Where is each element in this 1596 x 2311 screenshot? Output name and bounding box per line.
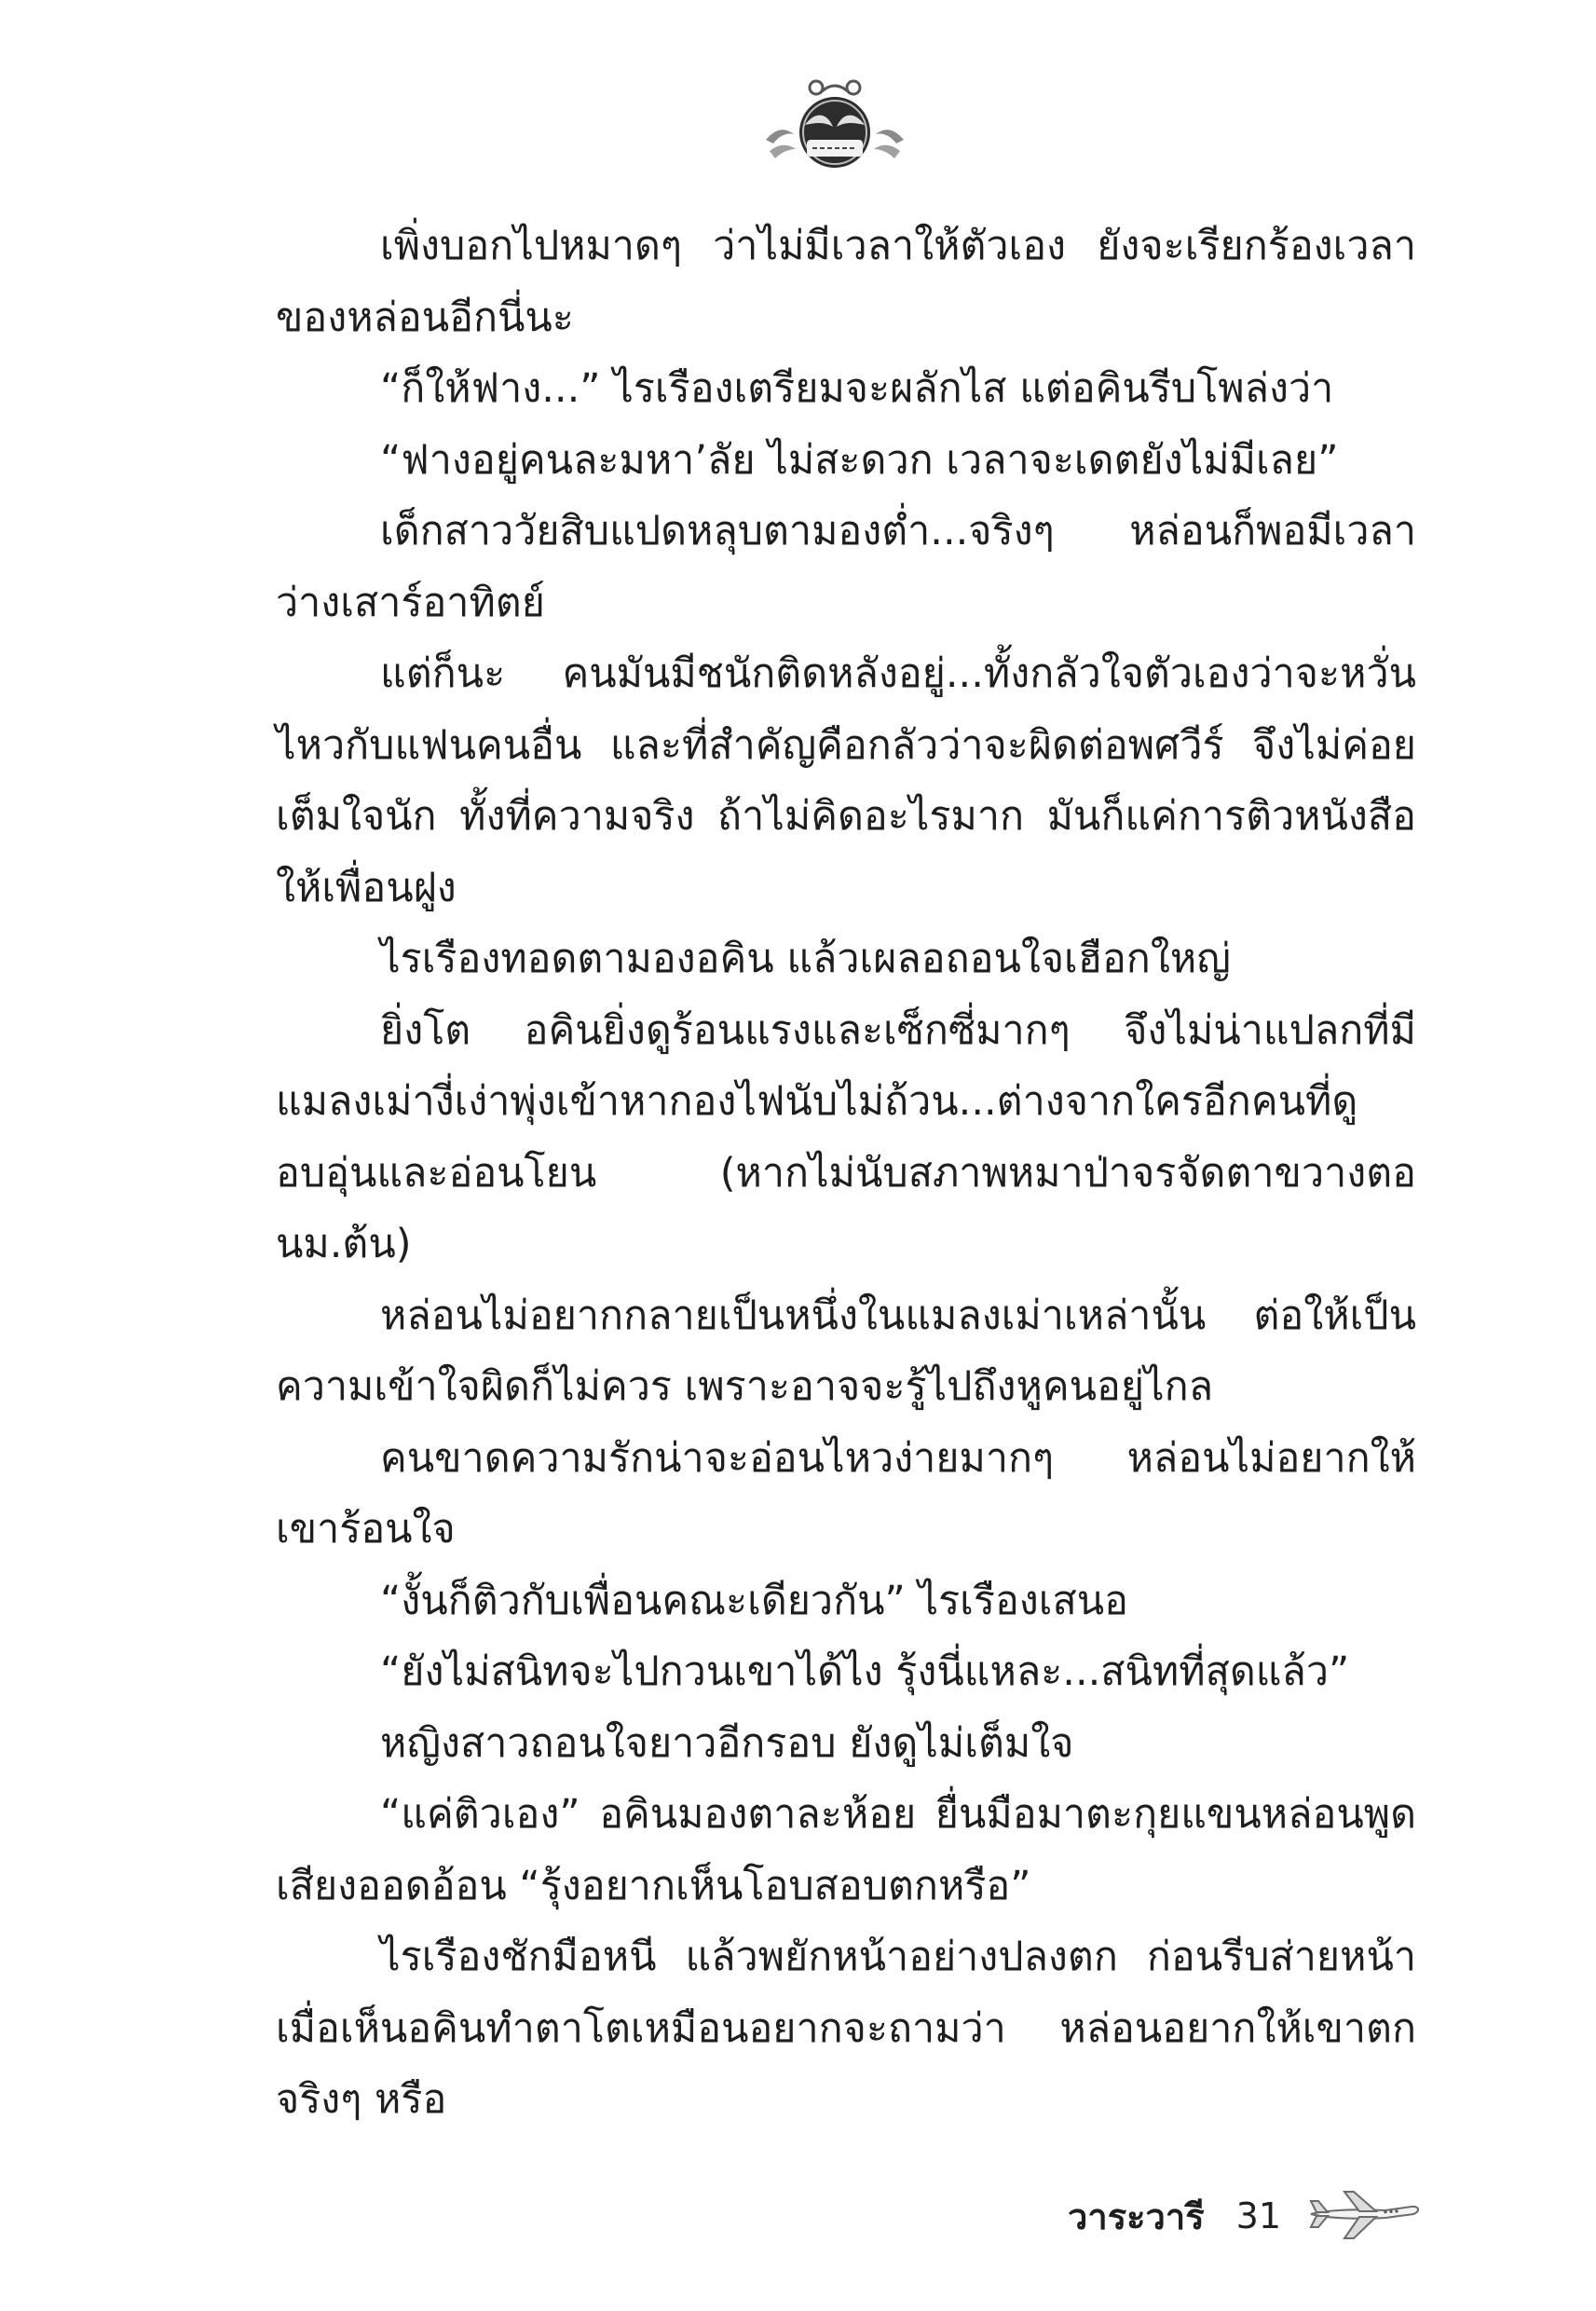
paragraph: ไรเรืองชักมือหนี แล้วพยักหน้าอย่างปลงตก ก่อนรีบส่ายหน้าเมื่อเห็นอคินทำตาโตเหมือนอยากจะถามว่า หล่อนอยากให้เขาตกจริงๆ หรือ	[276, 1934, 1416, 2123]
paragraph: “ฟางอยู่คนละมหา’ลัย ไม่สะดวก เวลาจะเดตยังไม่มีเลย”	[380, 436, 1339, 484]
paragraph: “งั้นก็ติวกับเพื่อนคณะเดียวกัน” ไรเรืองเสนอ	[380, 1577, 1128, 1624]
paragraph: ยิ่งโต อคินยิ่งดูร้อนแรงและเซ็กซี่มากๆ จึงไม่น่าแปลกที่มีแมลงเม่างี่เง่าพุ่งเข้าหากองไฟนับไม่ถ้วน...ต่างจากใครอีกคนที่ดูอบอุ่นและอ่อนโยน (หากไม่นับสภาพหมาป่าจรจัดตาขวางตอนม.ต้น)	[276, 1006, 1416, 1267]
publisher-logo-icon	[762, 73, 907, 173]
page-number: 31	[1235, 2195, 1281, 2236]
book-title: วาระวารี	[1068, 2195, 1205, 2237]
paragraph: ไรเรืองทอดตามองอคิน แล้วเผลอถอนใจเฮือกใหญ่	[380, 936, 1231, 982]
airplane-icon	[1300, 2186, 1423, 2246]
paragraph: แต่ก็นะ คนมันมีชนักติดหลังอยู่...ทั้งกลัวใจตัวเองว่าจะหวั่นไหวกับแฟนคนอื่น และที่สำคัญคือกลัวว่าจะผิดต่อพศวีร์ จึงไม่ค่อยเต็มใจนัก ทั้งที่ความจริง ถ้าไม่คิดอะไรมาก มันก็แค่การติวหนังสือให้เพื่อนฝูง	[276, 650, 1416, 911]
body-text	[276, 211, 1416, 2136]
page-footer	[1068, 2179, 1423, 2253]
paragraph: “ก็ให้ฟาง...” ไรเรืองเตรียมจะผลักไส แต่อคินรีบโพล่งว่า	[380, 365, 1334, 412]
paragraph: เพิ่งบอกไปหมาดๆ ว่าไม่มีเวลาให้ตัวเอง ยังจะเรียกร้องเวลาของหล่อนอีกนี่นะ	[276, 223, 1416, 341]
paragraph: “ยังไม่สนิทจะไปกวนเขาได้ไง รุ้งนี่แหละ...สนิทที่สุดแล้ว”	[380, 1648, 1350, 1695]
paragraph: หญิงสาวถอนใจยาวอีกรอบ ยังดูไม่เต็มใจ	[380, 1719, 1074, 1767]
paragraph: เด็กสาววัยสิบแปดหลุบตามองต่ำ...จริงๆ หล่อนก็พอมีเวลาว่างเสาร์อาทิตย์	[276, 508, 1416, 626]
paragraph: “แค่ติวเอง” อคินมองตาละห้อย ยื่นมือมาตะกุยแขนหล่อนพูดเสียงออดอ้อน “รุ้งอยากเห็นโอบสอบตกหรือ”	[276, 1791, 1416, 1909]
paragraph: หล่อนไม่อยากกลายเป็นหนึ่งในแมลงเม่าเหล่านั้น ต่อให้เป็นความเข้าใจผิดก็ไม่ควร เพราะอาจจะรู้ไปถึงหูคนอยู่ไกล	[276, 1292, 1416, 1410]
paragraph: คนขาดความรักน่าจะอ่อนไหวง่ายมากๆ หล่อนไม่อยากให้เขาร้อนใจ	[276, 1434, 1416, 1552]
